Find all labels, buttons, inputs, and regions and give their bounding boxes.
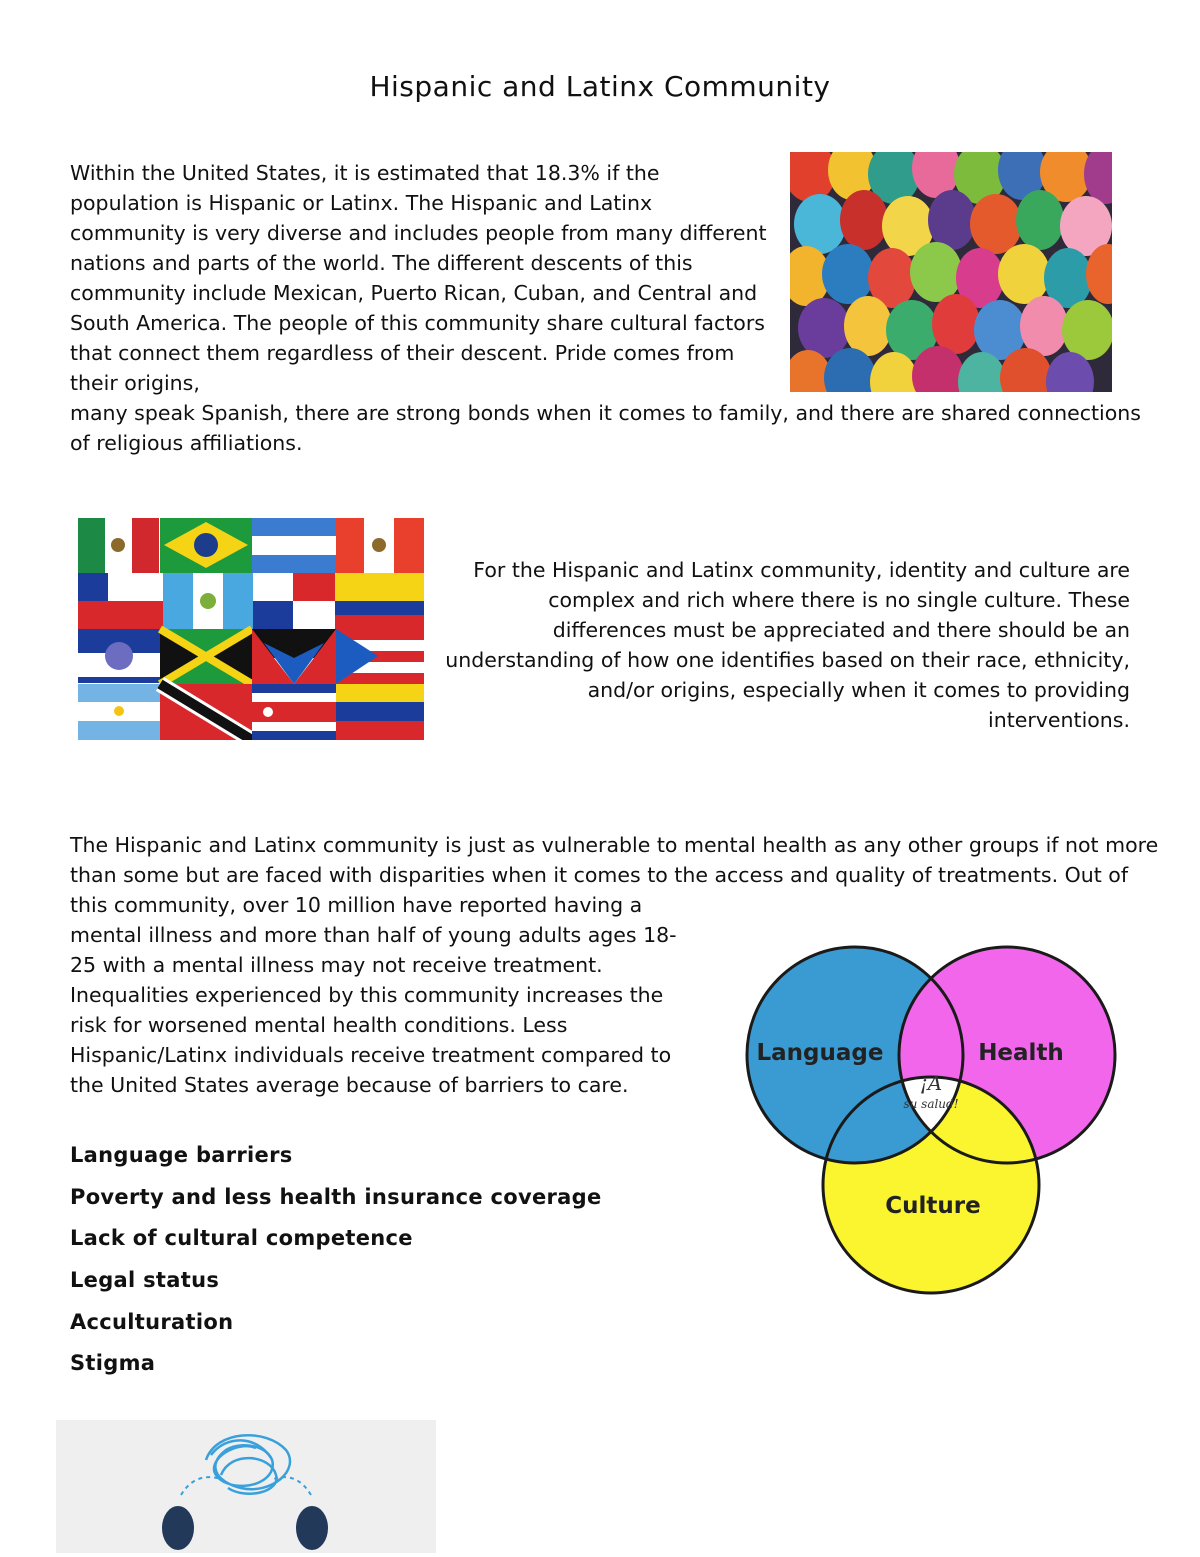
venn-label-culture: Culture [885,1193,981,1219]
identity-paragraph: For the Hispanic and Latinx community, identity and culture are complex and rich where there is no single culture. These differences must be appreciated and there should be an understanding of how one identifies based on their race, ethnicity, and/or origins, especially when it comes to providing interventions. [445,558,1130,732]
barrier-item: Poverty and less health insurance coverage [70,1184,602,1209]
barrier-item: Stigma [70,1351,156,1376]
venn-label-health: Health [978,1040,1064,1066]
barrier-item: Legal status [70,1268,220,1293]
barriers-list [70,1140,602,1390]
venn-label-language: Language [756,1040,884,1066]
venn-center-text-2: su salud! [903,1097,959,1111]
intro-paragraph-part2: many speak Spanish, there are strong bonds when it comes to family, and there are shared connections of religious affiliations. [70,401,1141,455]
mental-health-paragraph-part1: The Hispanic and Latinx community is just as vulnerable to mental health as any other groups if not more than some but are faced with disparities when it comes to the access and quality of treatments. Out of this community, over 10 million have reported having a [70,833,1159,917]
latin-american-flags-image [78,518,424,740]
barrier-item: Language barriers [70,1143,293,1167]
mental-health-paragraph-part2: mental illness and more than half of young adults ages 18-25 with a mental illness may not receive treatment. Inequalities experienced by this community increases the risk for worsened mental health conditions. Less Hispanic/Latinx individuals receive treatment compared to the United States average because of barriers to care. [70,923,677,1097]
tangled-thoughts-image [56,1420,436,1553]
intro-paragraph-part1: Within the United States, it is estimated that 18.3% if the population is Hispanic or Latinx. The Hispanic and Latinx community is very diverse and includes people from many different nations and parts of the world. The different descents of this community include Mexican, Puerto Rican, Cuban, and Central and South America. The people of this community share cultural factors that connect them regardless of their descent. Pride comes from their origins, [70,161,767,395]
venn-diagram [735,945,1125,1300]
diverse-heads-image [790,152,1112,392]
page-title: Hispanic and Latinx Community [369,70,831,103]
barrier-item: Acculturation [70,1309,234,1334]
barrier-item: Lack of cultural competence [70,1226,413,1251]
venn-center-text-1: ¡A [919,1071,943,1095]
